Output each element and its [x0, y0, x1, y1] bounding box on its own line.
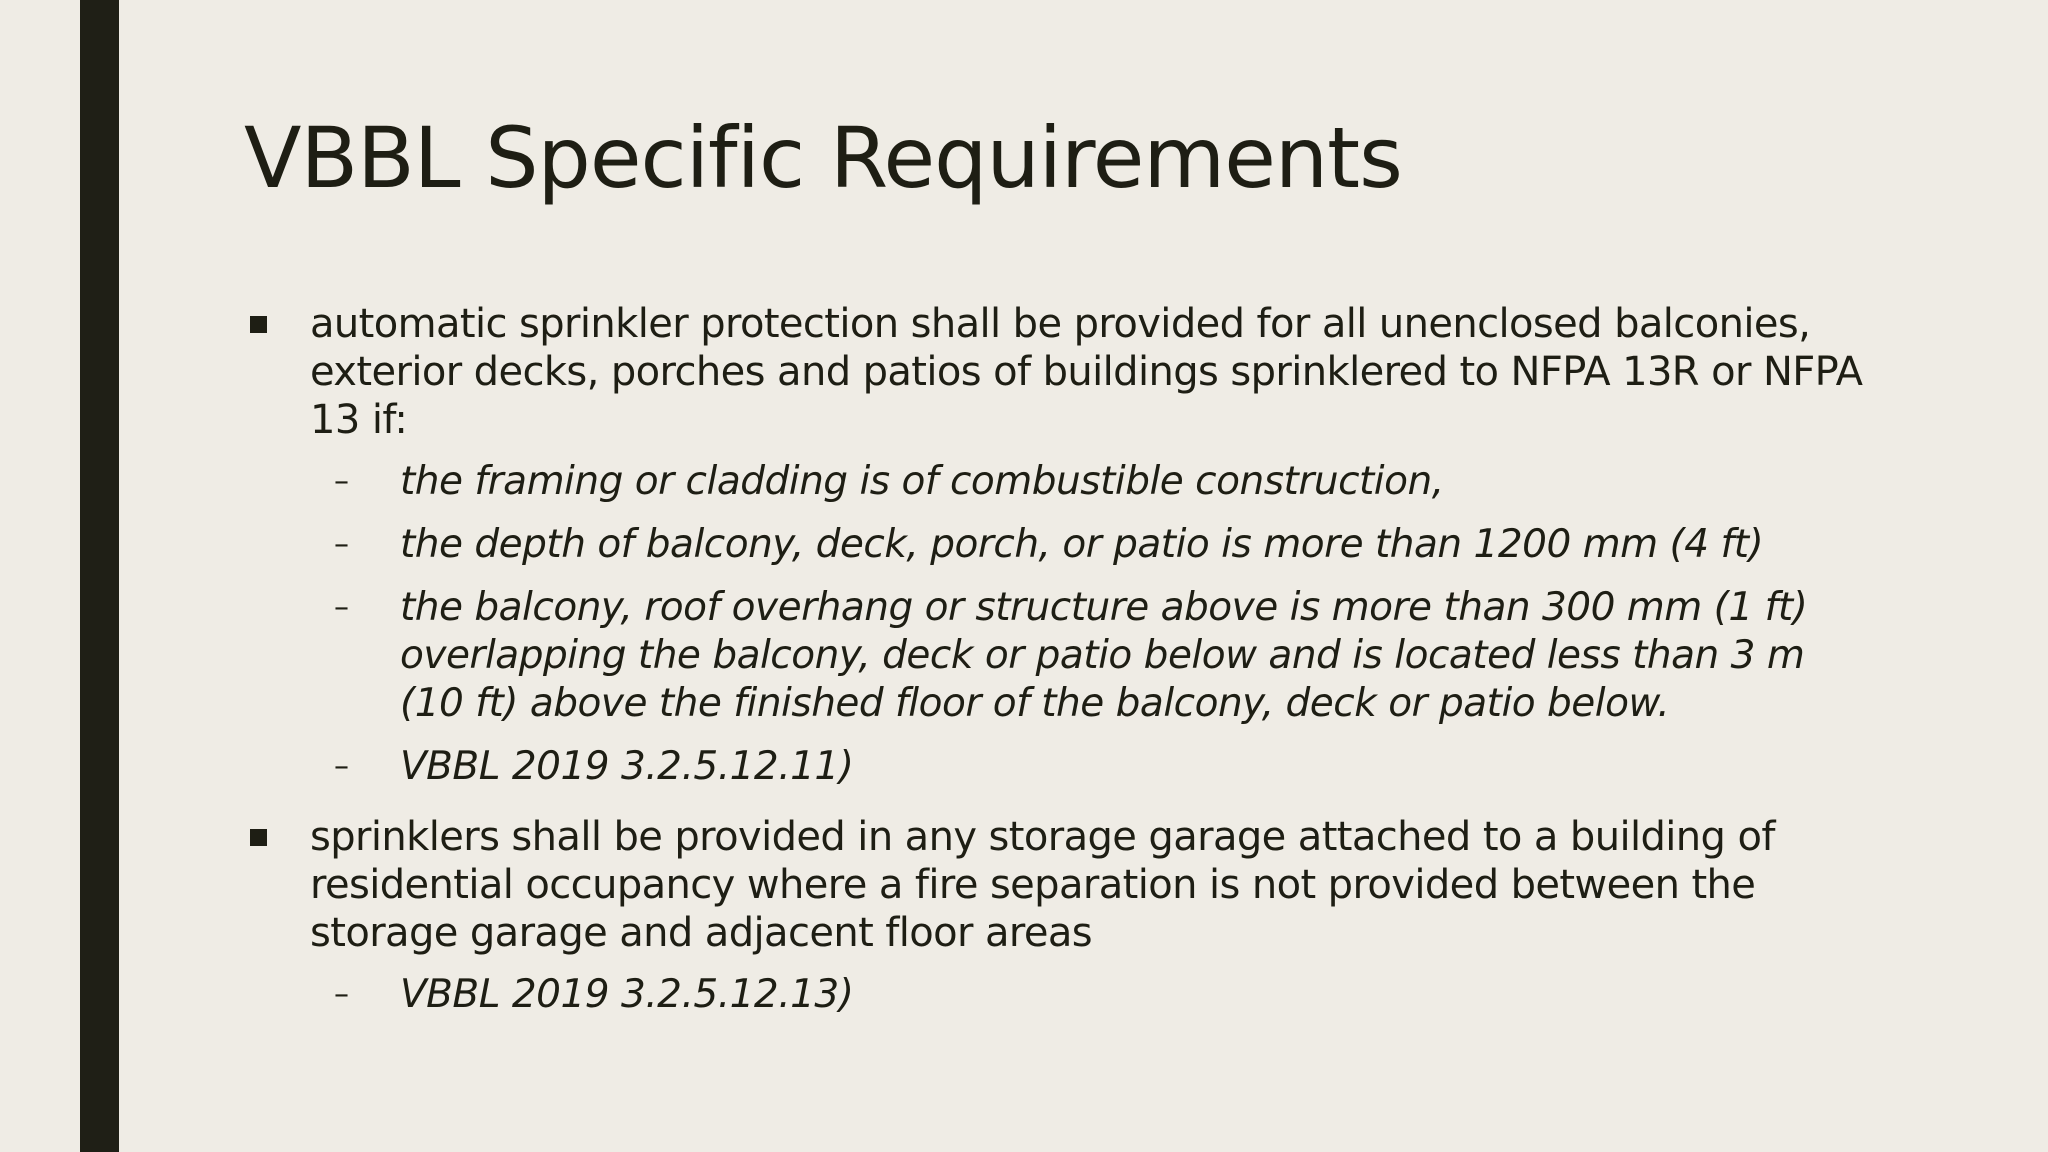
bullet-text: automatic sprinkler protection shall be provided for all unenclosed balconies, exterior decks, porches and patios of buildings sprinklered to NFPA 13R or NFPA 13 if: [310, 301, 1863, 443]
square-bullet-icon [250, 316, 267, 333]
slide-title: VBBL Specific Requirements [244, 109, 1402, 207]
sub-item [310, 971, 1864, 1019]
sub-item-text: the balcony, roof overhang or structure above is more than 300 mm (1 ft) overlapping the balcony, deck or patio below and is located less than 3 m (10 ft) above the finished floor of the balcony, deck or patio below. [400, 585, 1808, 726]
bullet-text: sprinklers shall be provided in any storage garage attached to a building of residential occupancy where a fire separation is not provided between the storage garage and adjacent floor areas [310, 814, 1775, 956]
accent-bar [80, 0, 119, 1152]
sub-item-text: the framing or cladding is of combustible construction, [400, 459, 1444, 504]
sub-item [310, 458, 1864, 506]
sub-item-text: VBBL 2019 3.2.5.12.13) [400, 972, 854, 1017]
slide-content [244, 300, 1864, 1019]
sub-item-text: VBBL 2019 3.2.5.12.11) [400, 744, 854, 789]
sub-list [310, 458, 1864, 791]
dash-bullet-icon: – [334, 590, 349, 625]
dash-bullet-icon: – [334, 977, 349, 1012]
sub-list [310, 971, 1864, 1019]
sub-item [310, 521, 1864, 569]
sub-item [310, 743, 1864, 791]
bullet-item [244, 300, 1864, 791]
square-bullet-icon [250, 829, 267, 846]
dash-bullet-icon: – [334, 527, 349, 562]
dash-bullet-icon: – [334, 464, 349, 499]
dash-bullet-icon: – [334, 749, 349, 784]
sub-item-text: the depth of balcony, deck, porch, or patio is more than 1200 mm (4 ft) [400, 522, 1764, 567]
bullet-item [244, 813, 1864, 1019]
sub-item [310, 584, 1864, 728]
